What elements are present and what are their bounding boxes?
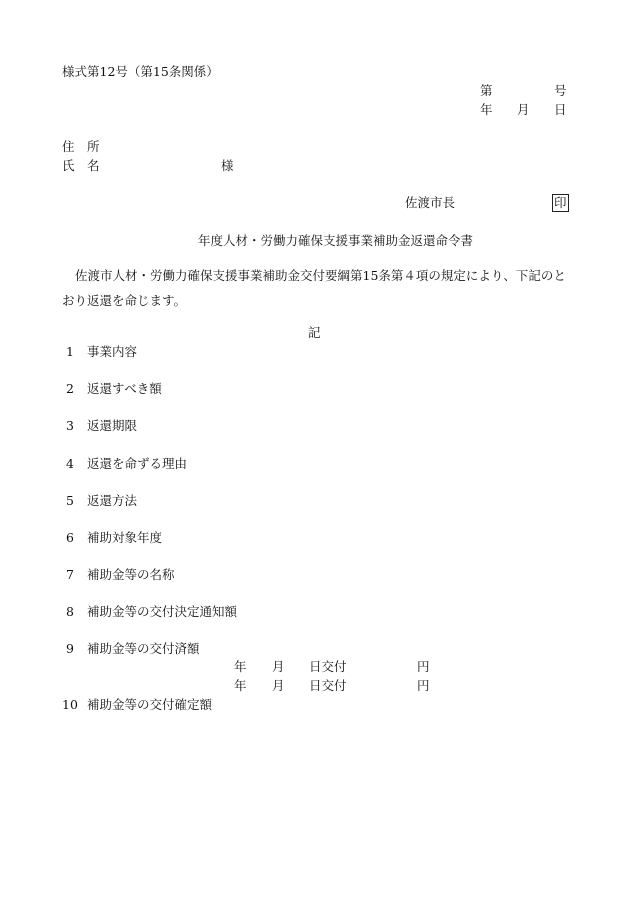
payment-month: 月 [272, 659, 285, 674]
item-number: 10 [62, 697, 78, 712]
item-number: 5 [66, 493, 74, 508]
payment-year: 年 [234, 659, 247, 674]
item-label: 補助金等の交付済額 [87, 641, 200, 656]
payment-year: 年 [234, 678, 247, 693]
item-number: 9 [66, 641, 74, 656]
seal-mark: 印 [554, 195, 567, 210]
payment-yen: 円 [417, 659, 430, 674]
item-number: 3 [66, 418, 74, 433]
item-number: 8 [66, 604, 74, 619]
item-label: 返還すべき額 [87, 381, 162, 396]
address-label: 住 所 [62, 139, 100, 154]
document-title: 年度人材・労働力確保支援事業補助金返還命令書 [198, 233, 474, 248]
item-number: 2 [66, 381, 74, 396]
body-text: 佐渡市人材・労働力確保支援事業補助金交付要綱第15条第４項の規定により、下記のとおり返還を命じます。 [62, 268, 566, 308]
item-number: 1 [66, 344, 74, 359]
item-number: 7 [66, 567, 74, 582]
honorific: 様 [221, 158, 234, 173]
name-label: 氏 名 [62, 158, 100, 173]
item-label: 返還方法 [87, 493, 138, 508]
form-number: 様式第12号（第15条関係） [62, 64, 219, 79]
issuer-title: 佐渡市長 [405, 195, 456, 210]
date-month: 月 [517, 102, 530, 117]
payment-yen: 円 [417, 678, 430, 693]
date-day: 日 [554, 102, 567, 117]
item-number: 6 [66, 530, 74, 545]
item-label: 返還を命ずる理由 [87, 456, 188, 471]
item-label: 補助金等の交付確定額 [87, 697, 213, 712]
item-label: 補助対象年度 [87, 530, 163, 545]
item-label: 事業内容 [87, 344, 138, 359]
payment-day-delivered: 日交付 [309, 678, 347, 693]
item-label: 補助金等の名称 [87, 567, 175, 582]
payment-day-delivered: 日交付 [309, 659, 347, 674]
ref-no-suffix: 号 [554, 83, 567, 98]
item-label: 返還期限 [87, 418, 138, 433]
date-year: 年 [480, 102, 493, 117]
payment-month: 月 [272, 678, 285, 693]
item-label: 補助金等の交付決定通知額 [87, 604, 238, 619]
item-number: 4 [66, 456, 74, 471]
ki-label: 記 [308, 325, 321, 340]
ref-no-prefix: 第 [480, 83, 493, 98]
